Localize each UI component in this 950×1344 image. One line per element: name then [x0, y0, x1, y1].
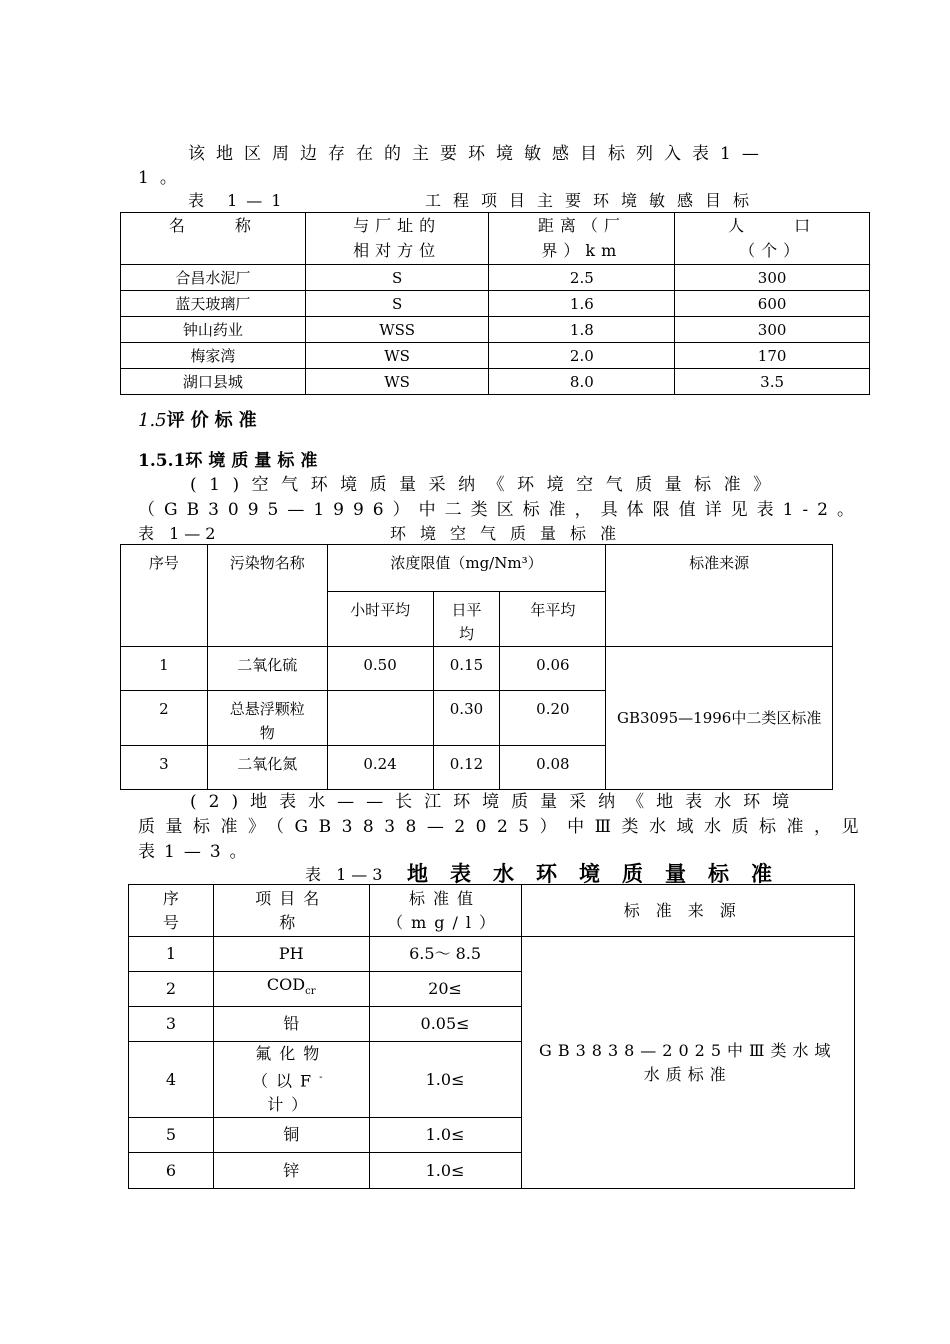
water-standard-line-2: 质量标准》（GB3838—2025）中Ⅲ类水域水质标准，见 — [138, 817, 869, 837]
table2-header-seq: 序号 — [121, 545, 208, 647]
table3-cell-seq: 3 — [129, 1007, 214, 1042]
table2-cell-hourly: 0.24 — [327, 746, 433, 790]
table1-header-row — [121, 213, 870, 265]
section-number: 1.5.1 — [138, 451, 186, 471]
table1-cell-position: S — [305, 291, 489, 317]
table3-cell-item: 铅 — [213, 1007, 369, 1042]
table3-caption-number: 表 1—3 — [305, 865, 388, 884]
table-row — [121, 369, 870, 395]
table2-cell-hourly: 0.50 — [327, 647, 433, 691]
water-standard-line-1: (2)地表水——长江环境质量采纳《地表水环境 — [190, 792, 802, 812]
table3-header-source: 标准来源 — [521, 885, 854, 937]
table1-cell-distance: 2.5 — [489, 265, 675, 291]
table-row — [121, 317, 870, 343]
intro-line-2: 1。 — [138, 168, 188, 188]
table2-cell-seq: 1 — [121, 647, 208, 691]
table3-cell-seq: 4 — [129, 1042, 214, 1118]
table1-cell-distance: 1.6 — [489, 291, 675, 317]
table3-cell-item: 氟化物 （以F- 计） — [213, 1042, 369, 1118]
table1-cell-position: WS — [305, 369, 489, 395]
table2-cell-annual: 0.20 — [500, 691, 606, 746]
table2-cell-daily: 0.15 — [433, 647, 500, 691]
table-row — [121, 343, 870, 369]
table2-cell-pollutant: 二氧化氮 — [207, 746, 327, 790]
table3-cell-item: PH — [213, 937, 369, 972]
section-title: 环境质量标准 — [185, 451, 324, 471]
table1-cell-population: 600 — [675, 291, 870, 317]
table2-caption-number: 表 1—2 — [138, 524, 221, 543]
table3-cell-seq: 5 — [129, 1118, 214, 1153]
section-title: 评价标准 — [166, 410, 263, 431]
table1-header-position: 与厂址的 相对方位 — [305, 213, 489, 265]
table-row — [121, 291, 870, 317]
table3-cell-value: 0.05≤ — [369, 1007, 521, 1042]
table1-cell-population: 300 — [675, 265, 870, 291]
surface-water-table — [128, 884, 855, 1189]
table3-cell-item: 铜 — [213, 1118, 369, 1153]
table3-header-item: 项目名 称 — [213, 885, 369, 937]
table1-cell-distance: 2.0 — [489, 343, 675, 369]
table2-header-annual: 年平均 — [500, 592, 606, 647]
table-row — [129, 937, 855, 972]
table1-cell-population: 3.5 — [675, 369, 870, 395]
table1-caption-title: 工程项目主要环境敏感目标 — [425, 191, 762, 210]
table2-cell-daily: 0.12 — [433, 746, 500, 790]
table2-cell-hourly — [327, 691, 433, 746]
section-heading-1-5 — [138, 406, 263, 432]
table2-cell-pollutant: 二氧化硫 — [207, 647, 327, 691]
table3-cell-item: $COD_{cr}$ — [213, 972, 369, 1007]
table1-cell-position: WS — [305, 343, 489, 369]
table2-cell-annual: 0.08 — [500, 746, 606, 790]
table2-header-source: 标准来源 — [606, 545, 833, 647]
table3-cell-source: GB3838—2025中Ⅲ类水域 水质标准 — [521, 937, 854, 1189]
table1-header-population: 人 口 （个） — [675, 213, 870, 265]
table3-cell-seq: 2 — [129, 972, 214, 1007]
table2-cell-seq: 3 — [121, 746, 208, 790]
table2-cell-source: GB3095—1996中二类区标准 — [606, 647, 833, 790]
table1-header-distance: 距离（厂 界）km — [489, 213, 675, 265]
table1-cell-name: 合昌水泥厂 — [121, 265, 306, 291]
table1-cell-distance: 1.8 — [489, 317, 675, 343]
table2-cell-seq: 2 — [121, 691, 208, 746]
table2-header-limit: 浓度限值（mg/Nm³） — [327, 545, 606, 592]
table-row — [121, 265, 870, 291]
table2-header-hourly: 小时平均 — [327, 592, 433, 647]
intro-line-1: 该地区周边存在的主要环境敏感目标列入表1— — [188, 144, 770, 164]
table2-header-pollutant: 污染物名称 — [207, 545, 327, 647]
table3-header-seq: 序 号 — [129, 885, 214, 937]
table2-header-daily: 日平 均 — [433, 592, 500, 647]
table1-cell-position: WSS — [305, 317, 489, 343]
table2-cell-annual: 0.06 — [500, 647, 606, 691]
air-standard-line-2: （GB3095—1996）中二类区标准，具体限值详见表1-2。 — [138, 500, 863, 520]
air-standard-line-1: (1)空气环境质量采纳《环境空气质量标准》 — [190, 475, 783, 495]
table3-header-row — [129, 885, 855, 937]
table1-caption-number: 表 1—1 — [188, 191, 291, 210]
table1-cell-population: 170 — [675, 343, 870, 369]
table1-cell-population: 300 — [675, 317, 870, 343]
table3-cell-value: 1.0≤ — [369, 1042, 521, 1118]
table2-header-row — [121, 545, 833, 592]
table3-cell-value: 20≤ — [369, 972, 521, 1007]
table3-header-std: 标准值 （mg/l） — [369, 885, 521, 937]
table1-cell-name: 蓝天玻璃厂 — [121, 291, 306, 317]
table3-cell-seq: 6 — [129, 1153, 214, 1189]
air-quality-table — [120, 544, 833, 790]
table-row — [121, 647, 833, 691]
table1-cell-name: 钟山药业 — [121, 317, 306, 343]
table3-cell-value: 1.0≤ — [369, 1118, 521, 1153]
sensitive-targets-table — [120, 212, 870, 395]
table1-cell-position: S — [305, 265, 489, 291]
table2-caption-title: 环境空气质量标准 — [390, 524, 631, 543]
table2-cell-pollutant: 总悬浮颗粒 物 — [207, 691, 327, 746]
table1-cell-distance: 8.0 — [489, 369, 675, 395]
table3-cell-value: 1.0≤ — [369, 1153, 521, 1189]
table3-cell-item: 锌 — [213, 1153, 369, 1189]
table1-header-name: 名 称 — [121, 213, 306, 265]
section-number: 1.5 — [138, 410, 167, 431]
table3-cell-value: 6.5～ 8.5 — [369, 937, 521, 972]
table1-cell-name: 湖口县城 — [121, 369, 306, 395]
water-standard-line-3: 表1—3。 — [138, 842, 256, 862]
section-heading-1-5-1 — [138, 446, 323, 471]
table1-cell-name: 梅家湾 — [121, 343, 306, 369]
table3-cell-seq: 1 — [129, 937, 214, 972]
table3-caption-title: 地表水环境质量标准 — [407, 861, 794, 886]
table2-cell-daily: 0.30 — [433, 691, 500, 746]
